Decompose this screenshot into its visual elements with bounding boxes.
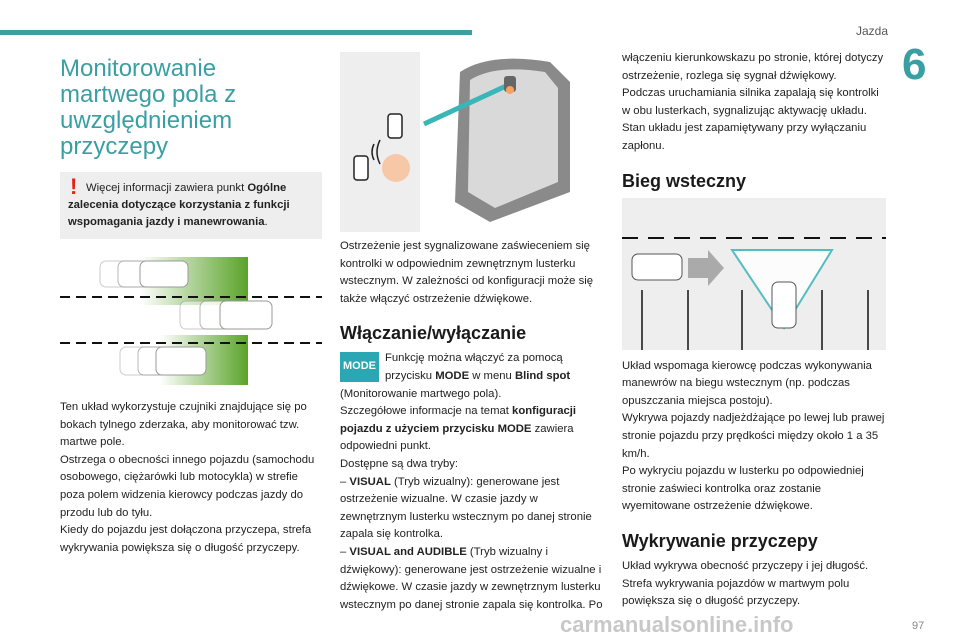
heading-on-off: Włączanie/wyłączanie: [340, 323, 527, 344]
text-p2c: zawiera odpowiedni punkt.: [340, 422, 574, 453]
mirror-warning-lamp: [504, 76, 516, 94]
alert-description: Ostrzeżenie jest sygnalizowane zaświeceniem się kontrolki w odpowiednim zewnętrznym lusterku wstecznym. W zależności od konfiguracji może się także włączyć ostrzeżenie dźwiękowe.: [340, 240, 594, 305]
text-p1d: Blind spot: [514, 369, 571, 382]
reverse-text: Układ wspomaga kierowcę podczas wykonywania manewrów na biegu wstecznym (np. podczas opuszczania miejsca postoju). Wykrywa pojazdy nadjeżdżające po lewej lub prawej stronie pojazdu przy prędkości między około 1 a 35 km/h. Po wykryciu pojazdu w lusterku po odpowiedniej stronie zaświeci kontrolka oraz zostanie wyemitowane ostrzeżenie dźwiękowe.: [622, 359, 885, 513]
text-p1b: MODE: [435, 369, 470, 382]
column-1: [60, 56, 322, 557]
mode-paragraph: [340, 350, 604, 403]
blind-spot-zone-illustration: [60, 251, 322, 391]
column-2: [340, 52, 604, 614]
header-accent-bar: [0, 30, 472, 35]
text-p1c: w menu: [469, 369, 515, 382]
warning-text-bold: Ogólne zalecenia dotyczące korzystania z funkcji wspomagania jazdy i manewrowania: [68, 182, 290, 228]
trailer-text: Układ wykrywa obecność przyczepy i jej długość. Strefa wykrywania pojazdów w martwym polu powiększa się o długość przyczepy.: [622, 559, 869, 608]
chapter-number: 6: [902, 40, 927, 89]
mode-visual: [340, 474, 604, 544]
col1-body: Ten układ wykorzystuje czujniki znajdujące się po bokach tylnego zderzaka, aby monitorować tzw. martwe pole. Ostrzega o obecności innego pojazdu (samochodu osobowego, ciężarówki lub motocykla) w strefie poza polem widzenia kierowcy podczas jazdy do przodu lub do tyłu. Kiedy do pojazdu jest dołączona przyczepa, strefa wykrywania powiększa się o długość przyczepy.: [60, 401, 315, 554]
mode-visual-text: (Tryb wizualny): generowane jest ostrzeżenie wizualne. W czasie jazdy w zewnętrznym lusterku wstecznym po danej stronie zapala się kontrolka.: [340, 475, 592, 541]
modes-intro: Dostępne są dwa tryby:: [340, 457, 459, 470]
warning-text-pre: Więcej informacji zawiera punkt: [86, 182, 248, 194]
dash: –: [340, 545, 350, 558]
text-p1e: (Monitorowanie martwego pola).: [340, 387, 502, 400]
warning-text-post: .: [264, 216, 268, 228]
text-p1a: Funkcję można włączyć za pomocą przycisku: [385, 352, 563, 382]
mode-va-text: (Tryb wizualny i dźwiękowy): generowane jest ostrzeżenie wizualne i dźwiękowe. W czasie jazdy w zewnętrznym lusterku wstecznym po danej stronie zapala się kontrolka. Po: [340, 545, 603, 611]
mode-visual-name: VISUAL: [349, 475, 391, 488]
column-3: [622, 50, 886, 611]
text-p2a: Szczegółowe informacje na temat: [340, 405, 513, 418]
section-header: Jazda: [856, 24, 889, 38]
continued-text: włączeniu kierunkowskazu po stronie, której dotyczy ostrzeżenie, rozlega się sygnał dźwiękowy. Podczas uruchamiania silnika zapalają się kontrolki w obu lusterkach, sygnalizując aktywację układu. Stan układu jest zapamiętywany przy wyłączaniu zapłonu.: [622, 52, 884, 152]
text-p2b: konfiguracji pojazdu z użyciem przycisku MODE: [340, 405, 577, 435]
mode-va-name: VISUAL and AUDIBLE: [349, 545, 467, 558]
page-title: Monitorowanie martwego pola z uwzględnieniem przyczepy: [60, 55, 237, 160]
reverse-gear-illustration: [622, 198, 886, 350]
mode-button-icon: MODE: [340, 352, 379, 382]
dash: –: [340, 475, 350, 488]
heading-trailer: Wykrywanie przyczepy: [622, 530, 818, 551]
config-paragraph: [340, 403, 604, 456]
page-number: 97: [912, 620, 925, 632]
mirror-illustration: [340, 52, 604, 232]
heading-reverse: Bieg wsteczny: [622, 170, 747, 191]
mode-visual-audible: [340, 544, 604, 614]
warning-icon: !: [70, 174, 78, 199]
watermark: carmanualsonline.info: [560, 612, 794, 637]
warning-box: [60, 172, 322, 239]
